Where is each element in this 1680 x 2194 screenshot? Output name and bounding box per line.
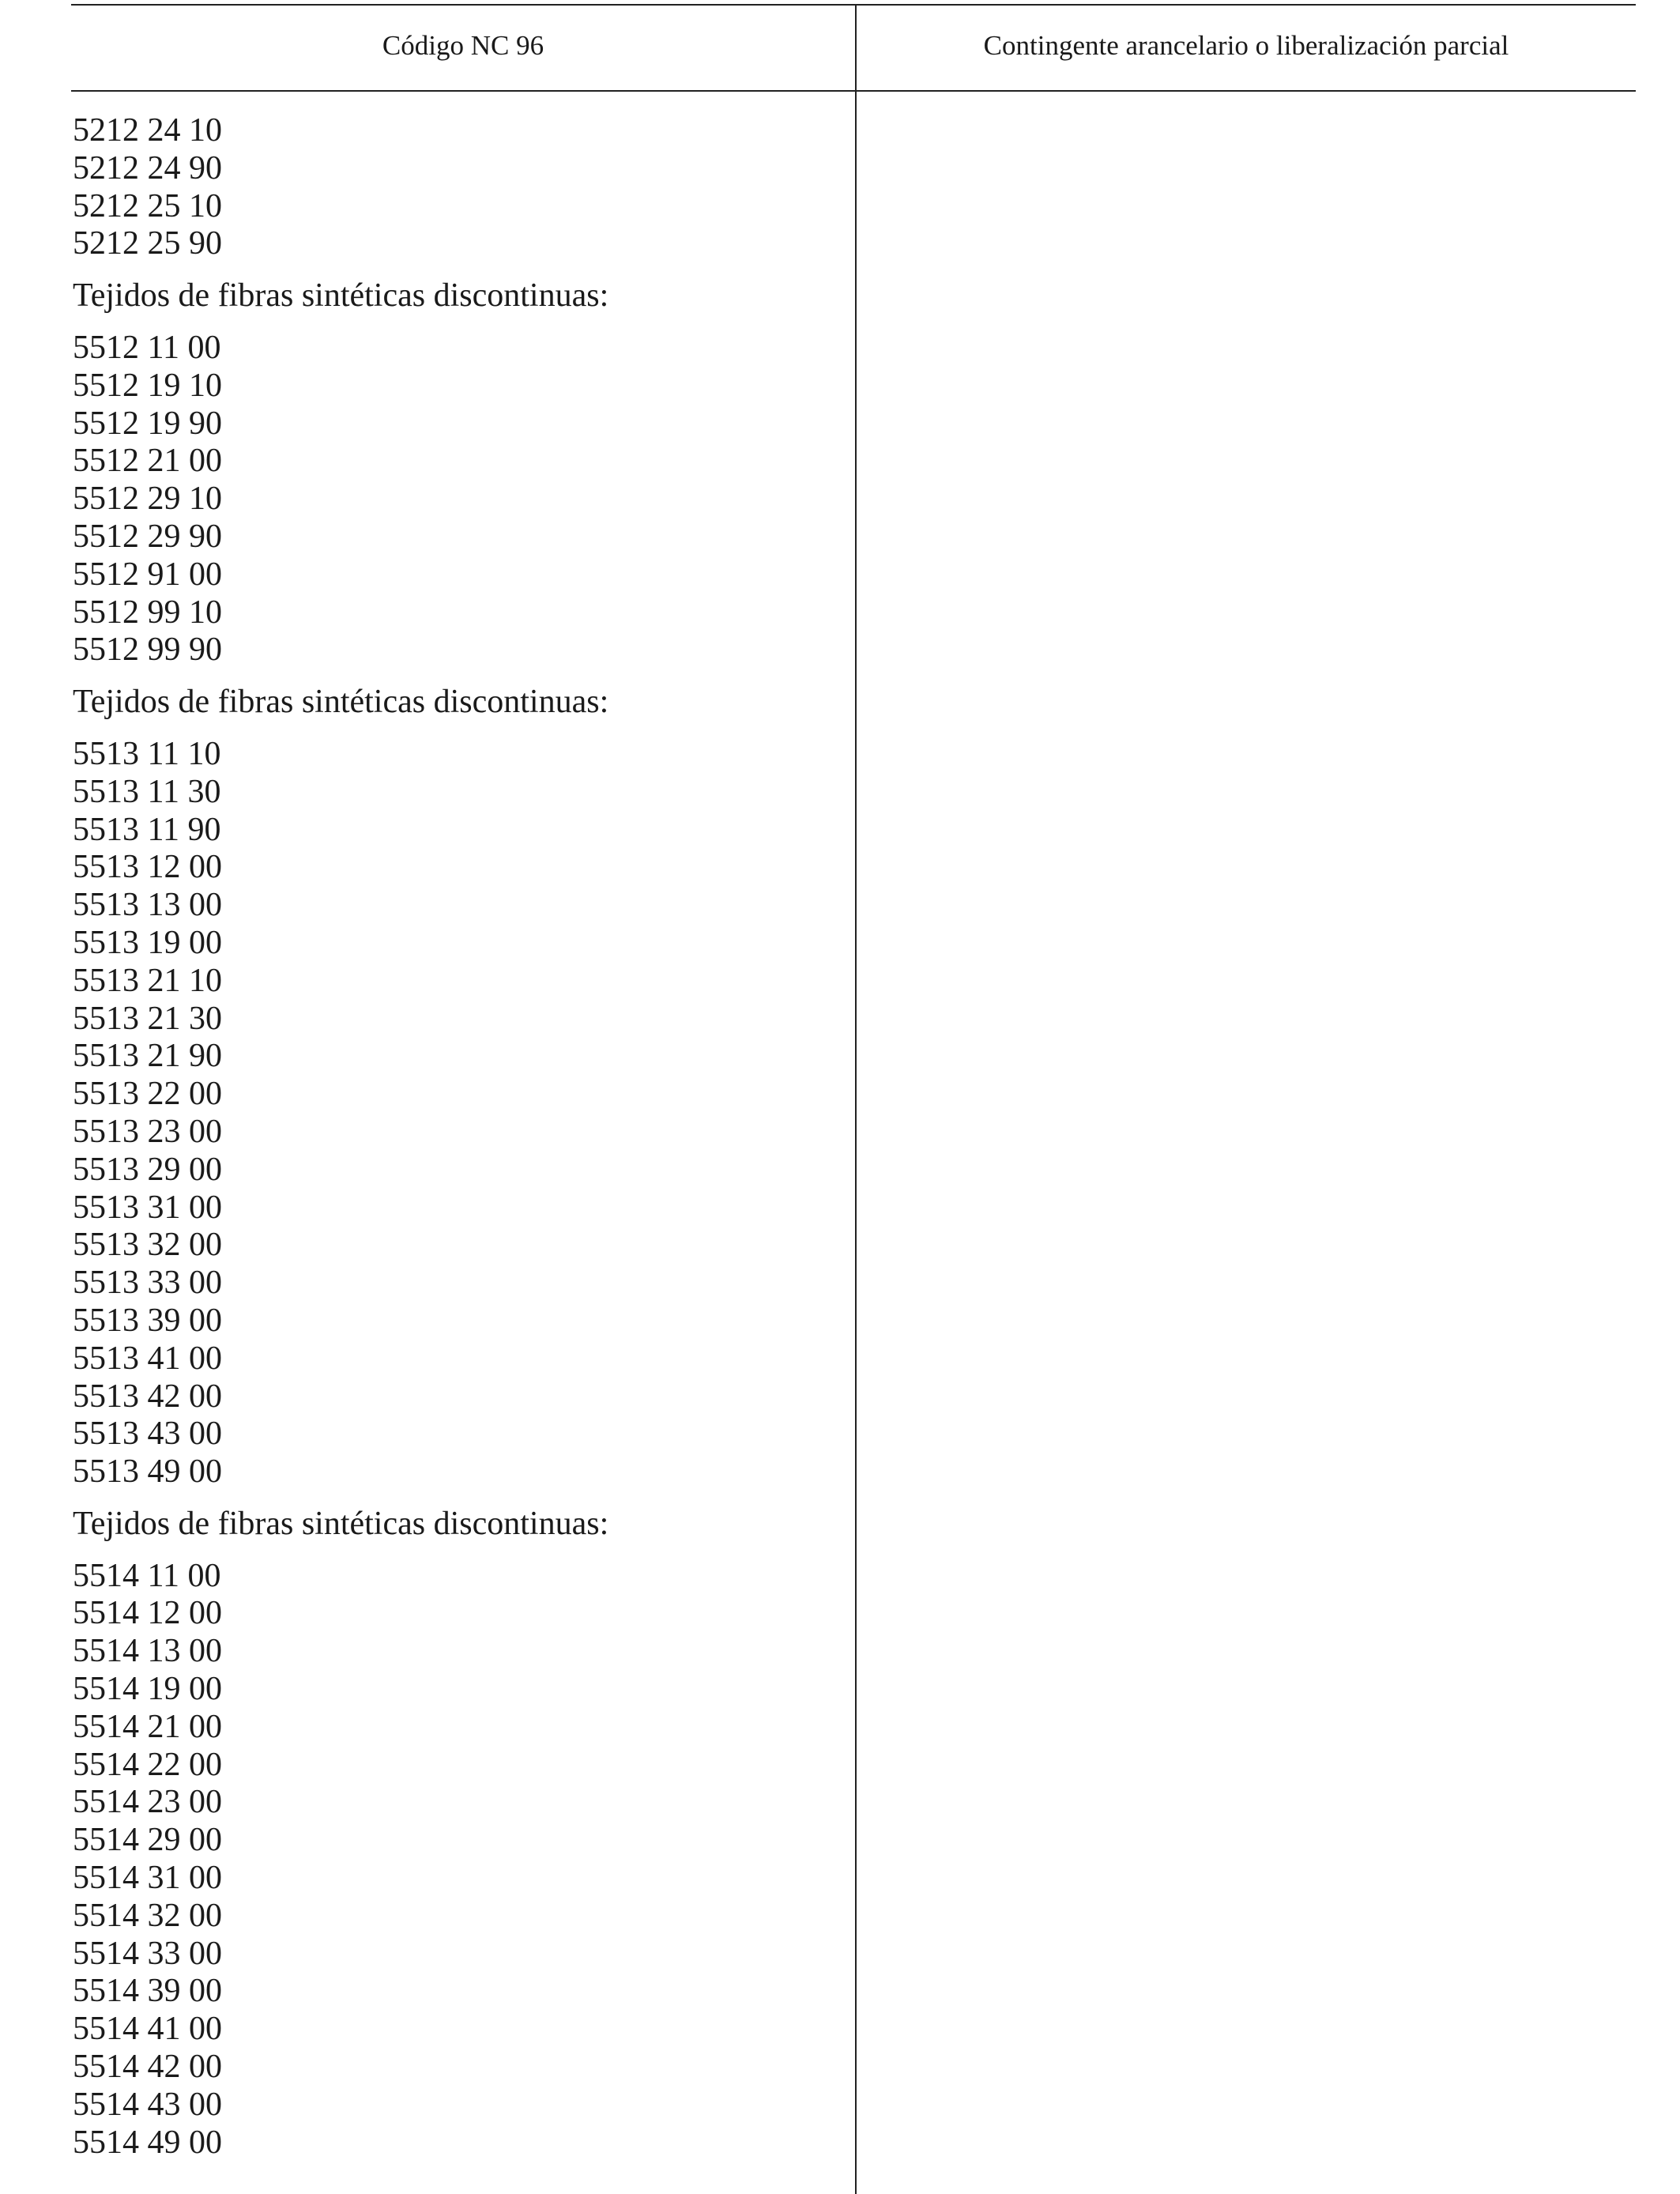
nc-code: 5513 11 10 <box>73 735 221 772</box>
nc-code: 5512 29 90 <box>73 518 222 555</box>
nc-code: 5513 49 00 <box>73 1453 222 1491</box>
nc-code: 5514 39 00 <box>73 1973 222 2010</box>
nc-code: 5513 29 00 <box>73 1151 222 1188</box>
nc-code: 5514 23 00 <box>73 1784 222 1821</box>
group-label: Tejidos de fibras sintéticas discontinuas: <box>73 1505 609 1542</box>
nc-code: 5513 33 00 <box>73 1265 222 1302</box>
nc-code: 5514 19 00 <box>73 1671 222 1708</box>
nc-code: 5514 13 00 <box>73 1633 222 1670</box>
nc-code: 5513 11 30 <box>73 773 221 810</box>
table-header-rule <box>71 90 1636 92</box>
nc-code: 5514 12 00 <box>73 1595 222 1632</box>
nc-code: 5212 24 10 <box>73 112 222 149</box>
column-divider <box>855 5 857 2194</box>
code-column <box>73 112 847 2162</box>
nc-code: 5513 19 00 <box>73 924 222 961</box>
nc-code: 5212 25 90 <box>73 225 222 262</box>
nc-code: 5513 21 90 <box>73 1038 222 1075</box>
nc-code: 5212 24 90 <box>73 149 222 187</box>
nc-code: 5513 42 00 <box>73 1378 222 1415</box>
nc-code: 5514 41 00 <box>73 2011 222 2048</box>
nc-code: 5512 99 10 <box>73 594 222 631</box>
nc-code: 5512 19 90 <box>73 405 222 442</box>
nc-code: 5512 11 00 <box>73 329 221 366</box>
nc-code: 5514 29 00 <box>73 1822 222 1859</box>
column-header-quota: Contingente arancelario o liberalización parcial <box>983 30 1509 61</box>
nc-code: 5514 11 00 <box>73 1557 221 1594</box>
nc-code: 5514 31 00 <box>73 1860 222 1897</box>
nc-code: 5514 22 00 <box>73 1746 222 1783</box>
nc-code: 5513 21 30 <box>73 1000 222 1037</box>
nc-code: 5513 12 00 <box>73 849 222 886</box>
nc-code: 5512 99 90 <box>73 631 222 669</box>
nc-code: 5512 19 10 <box>73 367 222 404</box>
nc-code: 5512 21 00 <box>73 443 222 480</box>
nc-code: 5513 22 00 <box>73 1076 222 1113</box>
nc-code: 5513 31 00 <box>73 1189 222 1226</box>
nc-code: 5514 49 00 <box>73 2124 222 2161</box>
nc-code: 5513 13 00 <box>73 887 222 924</box>
nc-code: 5514 42 00 <box>73 2049 222 2086</box>
nc-code: 5514 33 00 <box>73 1935 222 1972</box>
group-label: Tejidos de fibras sintéticas discontinuas: <box>73 684 609 721</box>
nc-code: 5513 43 00 <box>73 1416 222 1453</box>
nc-code: 5513 11 90 <box>73 811 221 848</box>
nc-code: 5512 91 00 <box>73 556 222 593</box>
nc-code: 5514 43 00 <box>73 2086 222 2123</box>
nc-code: 5514 32 00 <box>73 1897 222 1934</box>
nc-code: 5514 21 00 <box>73 1708 222 1745</box>
nc-code: 5512 29 10 <box>73 481 222 518</box>
nc-code: 5513 32 00 <box>73 1227 222 1264</box>
nc-code: 5513 39 00 <box>73 1302 222 1339</box>
nc-code: 5513 41 00 <box>73 1340 222 1377</box>
table-top-rule <box>71 4 1636 6</box>
nc-code: 5513 23 00 <box>73 1113 222 1150</box>
nc-code: 5513 21 10 <box>73 962 222 999</box>
column-header-code: Código NC 96 <box>382 30 544 61</box>
group-label: Tejidos de fibras sintéticas discontinuas: <box>73 277 609 315</box>
nc-code: 5212 25 10 <box>73 187 222 224</box>
